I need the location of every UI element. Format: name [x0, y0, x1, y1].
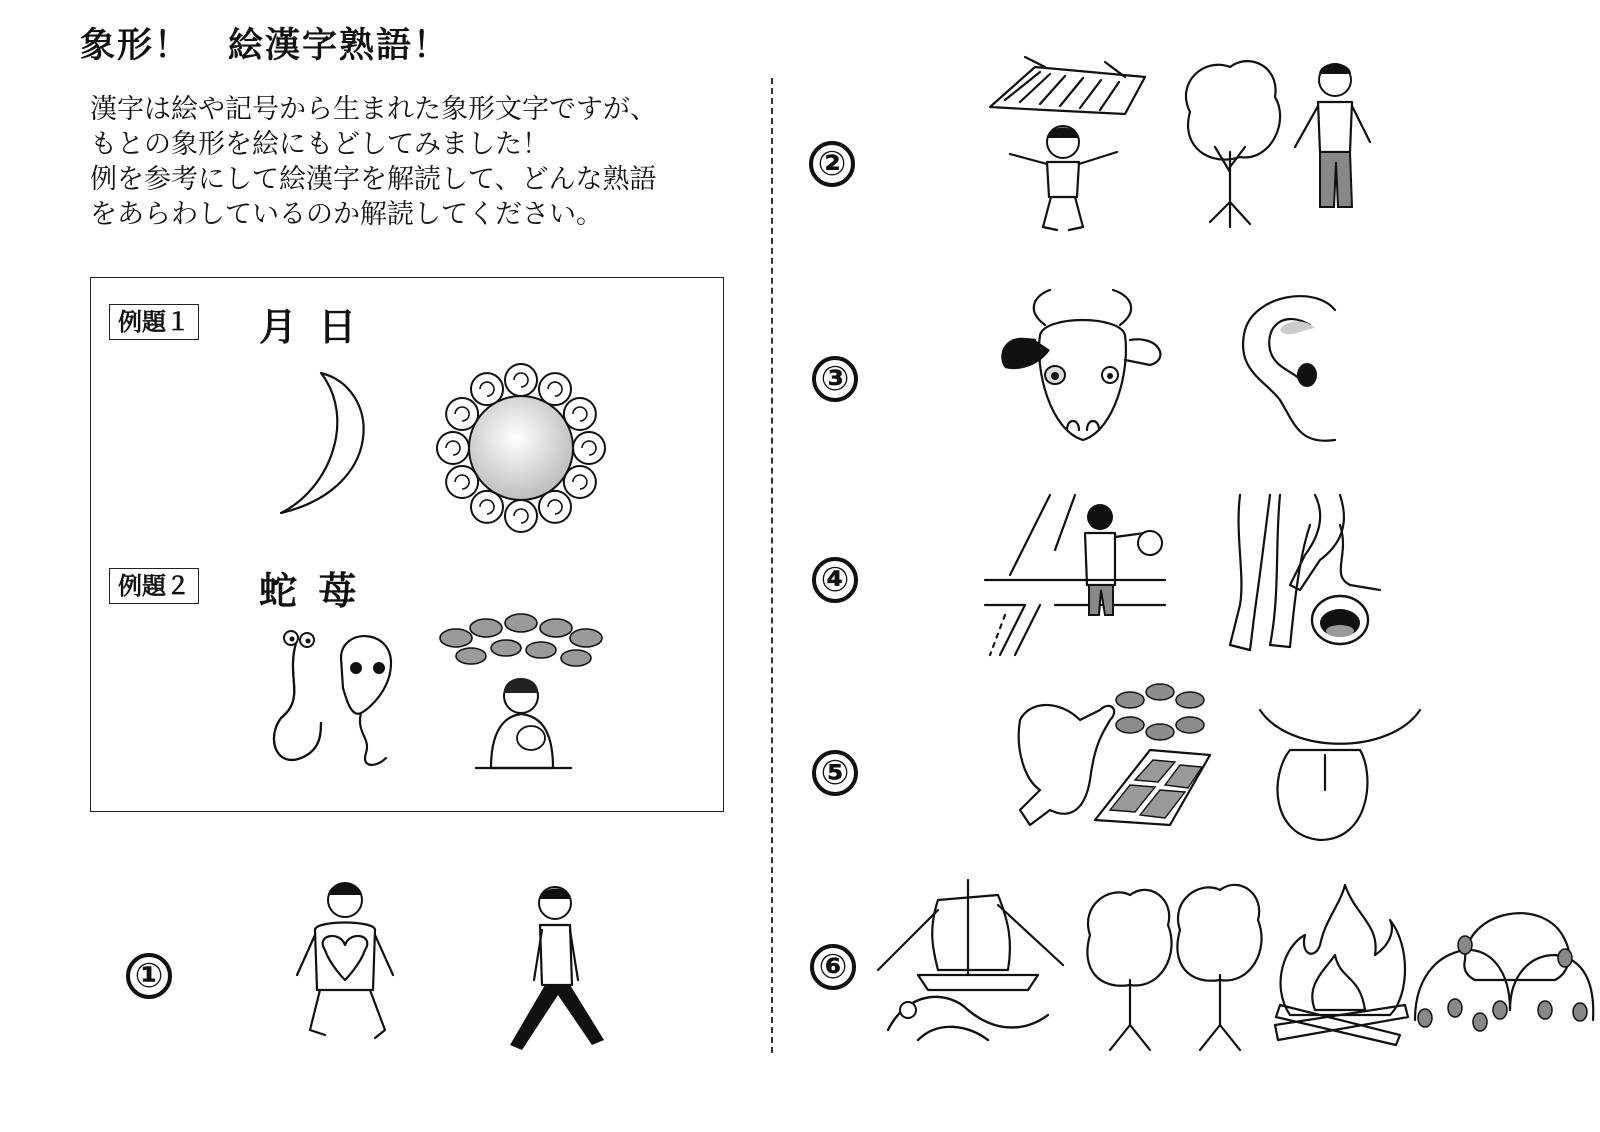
puzzle-4-number: ④ — [812, 557, 858, 603]
walking-man-icon — [500, 885, 620, 1060]
tree-person-icon — [1170, 52, 1380, 237]
tree-mother-icon — [431, 608, 611, 778]
sun-flame — [437, 432, 469, 464]
worm-snake-icon — [261, 618, 421, 778]
example-box — [90, 277, 724, 812]
puzzle-5-number: ⑤ — [812, 750, 858, 796]
instruction-line: 例を参考にして絵漢字を解読して、どんな熟語 — [90, 164, 657, 195]
example-2-label: 例題２ — [109, 568, 199, 604]
sun-flame — [505, 364, 537, 396]
roof-person-icon — [985, 52, 1150, 237]
instruction-line: もとの象形を絵にもどしてみました！ — [90, 129, 549, 160]
instruction-line: 漢字は絵や記号から生まれた象形文字ですが、 — [90, 94, 657, 125]
puzzle-2-number: ② — [809, 141, 855, 187]
crossroads-person-icon — [985, 495, 1175, 660]
instruction-line: をあらわしているのか解読してください。 — [90, 199, 603, 230]
example-1-answer: 月 日 — [259, 305, 361, 349]
twin-trees-icon — [1080, 885, 1260, 1060]
page-title: 象形！ 絵漢字熟語！ — [80, 26, 451, 66]
dog-field-icon — [1010, 680, 1210, 840]
tongue-icon — [1260, 705, 1420, 845]
mountains-icon — [1415, 900, 1595, 1050]
puzzle-3-number: ③ — [812, 356, 858, 402]
puzzle-6-number: ⑥ — [810, 944, 856, 990]
instructions — [90, 92, 657, 232]
column-divider — [771, 78, 773, 1053]
sun-flame — [505, 500, 537, 532]
heart-man-icon — [285, 880, 405, 1060]
fire-icon — [1270, 885, 1410, 1050]
cow-head-icon — [995, 290, 1175, 450]
ear-icon — [1225, 290, 1345, 455]
legs-mouth-icon — [1220, 495, 1395, 660]
crescent-moon-icon — [261, 368, 391, 528]
sun-flame — [573, 432, 605, 464]
ship-dragon-icon — [878, 880, 1068, 1060]
sun-icon — [431, 358, 611, 538]
example-1-label: 例題１ — [109, 304, 199, 340]
puzzle-1-number: ① — [126, 953, 172, 999]
example-2-answer: 蛇 苺 — [259, 569, 361, 613]
